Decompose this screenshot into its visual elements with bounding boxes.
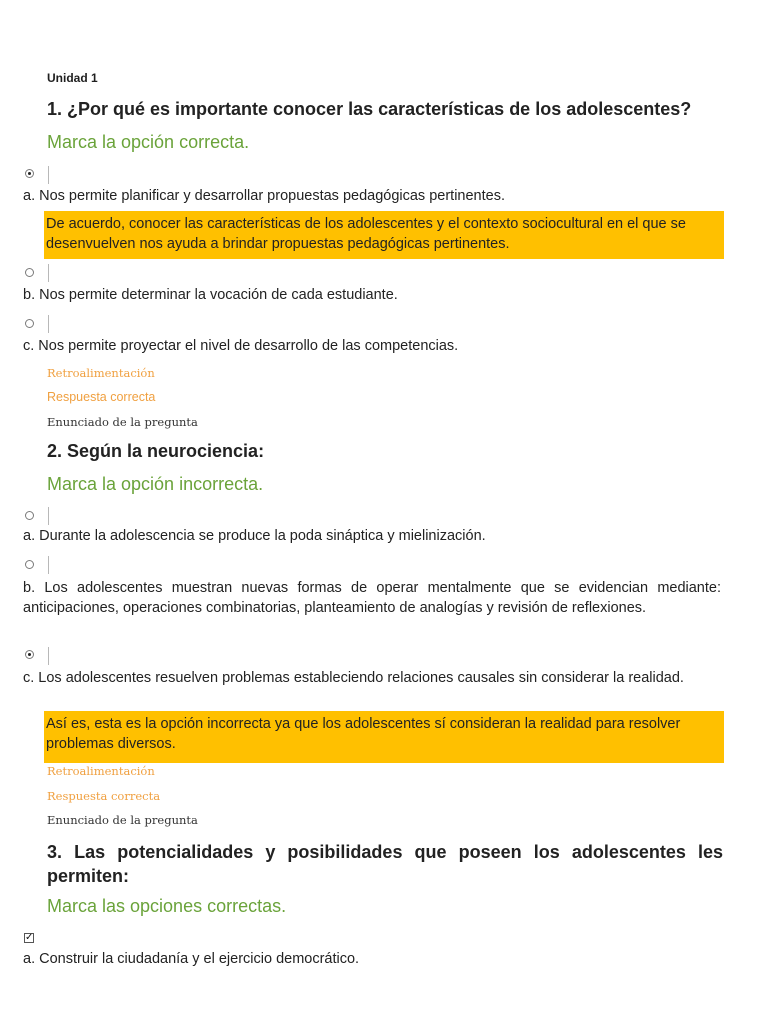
unit-label: Unidad 1 (47, 71, 98, 85)
q2-option-b-radio[interactable] (25, 560, 34, 569)
q2-option-c-radio[interactable] (25, 650, 34, 659)
q2-option-c: c. Los adolescentes resuelven problemas estableciendo relaciones causales sin considerar la realidad. (23, 670, 684, 686)
q1-option-b: b. Nos permite determinar la vocación de cada estudiante. (23, 287, 398, 303)
q1-option-b-radio[interactable] (25, 268, 34, 277)
question-3-title: 3. Las potencialidades y posibilidades que poseen los adolescentes les permiten: (47, 842, 723, 886)
q1-option-a: a. Nos permite planificar y desarrollar propuestas pedagógicas pertinentes. (23, 188, 505, 204)
q2-option-b-divider (48, 556, 49, 574)
question-2-instruction: Marca la opción incorrecta. (47, 474, 264, 494)
q1-option-a-divider (48, 166, 49, 184)
q2-option-a-divider (48, 507, 49, 525)
question-2-title: 2. Según la neurociencia: (47, 441, 265, 461)
q2-option-a-radio[interactable] (25, 511, 34, 520)
q2-retro-label: Retroalimentación (47, 764, 155, 778)
q1-option-c-radio[interactable] (25, 319, 34, 328)
q1-option-a-radio[interactable] (25, 169, 34, 178)
q3-option-a: a. Construir la ciudadanía y el ejercicio democrático. (23, 951, 360, 967)
q2-option-b: b. Los adolescentes muestran nuevas formas de operar mentalmente que se evidencian mediante: anticipaciones, operaciones combinatorias, planteamiento de analogías y revisión de reflexiones. (23, 580, 721, 616)
question-1-title: 1. ¿Por qué es importante conocer las características de los adolescentes? (47, 99, 692, 119)
q1-enunciado-label: Enunciado de la pregunta (47, 415, 198, 429)
q2-option-a: a. Durante la adolescencia se produce la poda sináptica y mielinización. (23, 528, 486, 544)
q1-feedback-highlight: De acuerdo, conocer las características de los adolescentes y el contexto sociocultural en el que se desenvuelven nos ayuda a brindar propuestas pedagógicas pertinentes. (44, 211, 724, 259)
q2-correct-label: Respuesta correcta (47, 789, 161, 803)
q1-option-c-divider (48, 315, 49, 333)
q3-option-a-checkbox[interactable]: ✓ (25, 932, 34, 943)
question-1-instruction: Marca la opción correcta. (47, 132, 250, 152)
q1-option-c: c. Nos permite proyectar el nivel de desarrollo de las competencias. (23, 338, 459, 354)
q2-feedback-highlight: Así es, esta es la opción incorrecta ya que los adolescentes sí consideran la realidad para resolver problemas diversos. (44, 711, 724, 763)
q1-correct-label: Respuesta correcta (47, 390, 156, 404)
q2-enunciado-label: Enunciado de la pregunta (47, 813, 198, 827)
q2-option-c-divider (48, 647, 49, 665)
q1-option-b-divider (48, 264, 49, 282)
question-3-instruction: Marca las opciones correctas. (47, 896, 287, 916)
q1-retro-label: Retroalimentación (47, 366, 155, 380)
